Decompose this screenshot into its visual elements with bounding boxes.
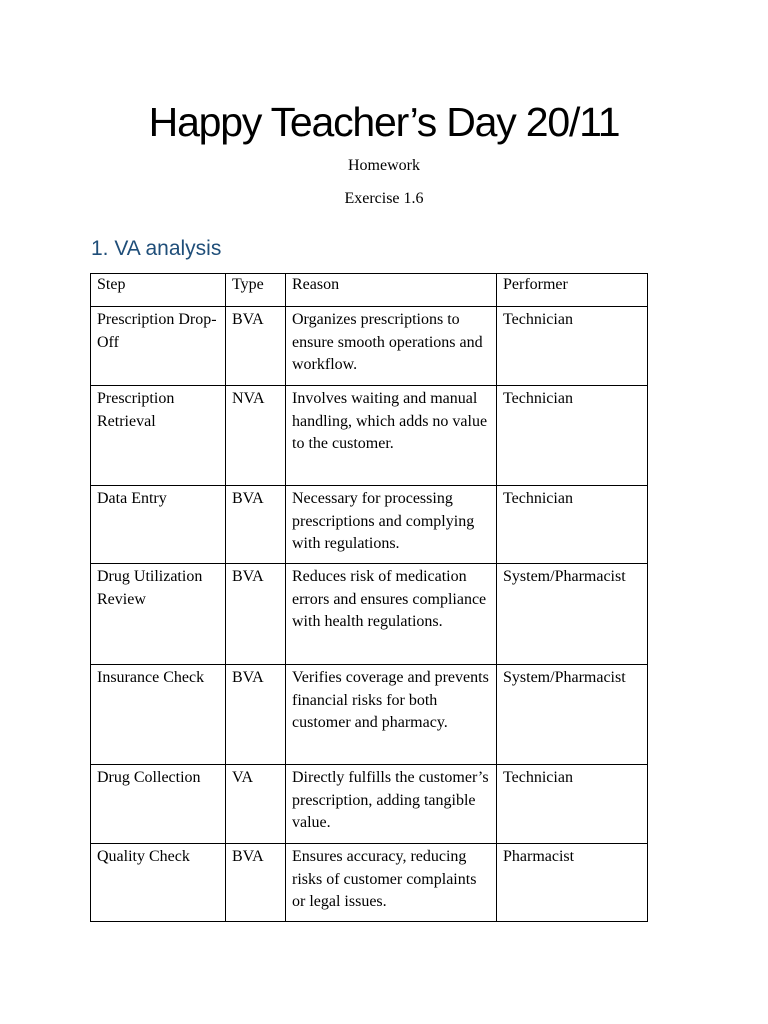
column-header-performer: Performer — [497, 274, 648, 307]
va-analysis-table — [90, 273, 648, 922]
column-header-type: Type — [226, 274, 286, 307]
cell-step: Drug Utilization Review — [91, 564, 226, 665]
table-row — [91, 844, 648, 922]
column-header-step: Step — [91, 274, 226, 307]
cell-step: Prescription Drop-Off — [91, 307, 226, 386]
table-row — [91, 386, 648, 486]
page-title: Happy Teacher’s Day 20/11 — [148, 99, 620, 145]
cell-type: NVA — [226, 386, 286, 486]
cell-reason: Ensures accuracy, reducing risks of customer complaints or legal issues. — [286, 844, 497, 922]
cell-reason: Reduces risk of medication errors and ensures compliance with health regulations. — [286, 564, 497, 665]
cell-type: BVA — [226, 564, 286, 665]
column-header-reason: Reason — [286, 274, 497, 307]
cell-performer: System/Pharmacist — [497, 564, 648, 665]
cell-step: Drug Collection — [91, 765, 226, 844]
cell-step: Data Entry — [91, 486, 226, 564]
cell-performer: Technician — [497, 486, 648, 564]
cell-performer: System/Pharmacist — [497, 665, 648, 765]
table-row — [91, 486, 648, 564]
cell-step: Insurance Check — [91, 665, 226, 765]
cell-performer: Technician — [497, 386, 648, 486]
cell-step: Quality Check — [91, 844, 226, 922]
cell-reason: Organizes prescriptions to ensure smooth operations and workflow. — [286, 307, 497, 386]
cell-reason: Necessary for processing prescriptions and complying with regulations. — [286, 486, 497, 564]
cell-type: BVA — [226, 665, 286, 765]
cell-reason: Verifies coverage and prevents financial risks for both customer and pharmacy. — [286, 665, 497, 765]
cell-type: VA — [226, 765, 286, 844]
cell-performer: Technician — [497, 765, 648, 844]
table-row — [91, 765, 648, 844]
section-heading: 1. VA analysis — [91, 237, 222, 260]
cell-step: Prescription Retrieval — [91, 386, 226, 486]
cell-type: BVA — [226, 307, 286, 386]
homework-label: Homework — [348, 157, 420, 174]
cell-performer: Technician — [497, 307, 648, 386]
cell-type: BVA — [226, 844, 286, 922]
cell-reason: Involves waiting and manual handling, which adds no value to the customer. — [286, 386, 497, 486]
table-row — [91, 665, 648, 765]
table-header-row — [91, 274, 648, 307]
table-row — [91, 307, 648, 386]
exercise-label: Exercise 1.6 — [344, 190, 424, 207]
cell-reason: Directly fulfills the customer’s prescription, adding tangible value. — [286, 765, 497, 844]
cell-type: BVA — [226, 486, 286, 564]
table-row — [91, 564, 648, 665]
cell-performer: Pharmacist — [497, 844, 648, 922]
